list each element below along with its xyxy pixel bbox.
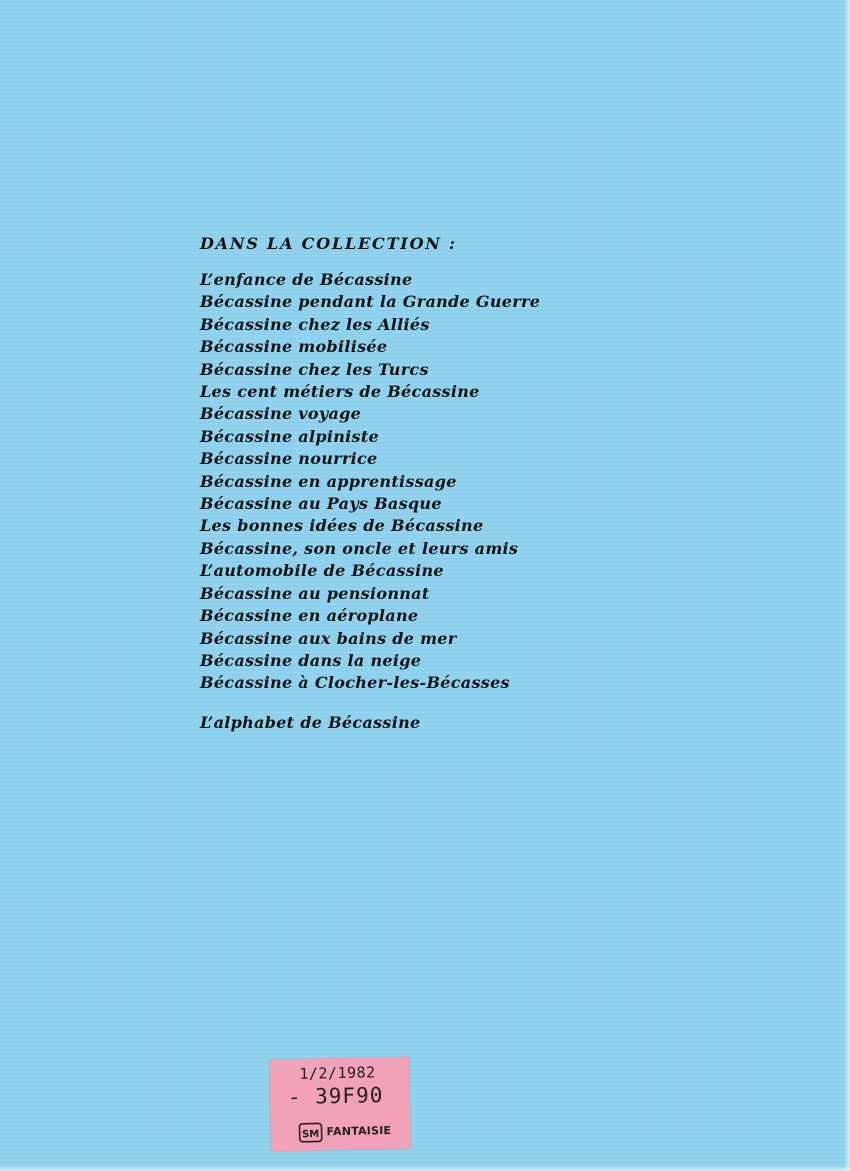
book-title: Les cent métiers de Bécassine (200, 382, 480, 402)
book-title: Bécassine à Clocher-les-Bécasses (200, 673, 510, 693)
price-sticker (269, 1057, 411, 1152)
cover-edge-bottom (0, 1165, 850, 1171)
book-title: L’automobile de Bécassine (200, 561, 444, 581)
store-logo-icon (298, 1122, 322, 1142)
book-title: Bécassine aux bains de mer (200, 628, 457, 648)
book-title: Bécassine mobilisée (200, 337, 388, 357)
book-title: Bécassine au Pays Basque (200, 494, 442, 514)
book-title: L’enfance de Bécassine (200, 270, 413, 289)
collection-heading: DANS LA COLLECTION : (200, 234, 457, 253)
cover-edge-right (844, 0, 850, 1171)
book-title: Bécassine pendant la Grande Guerre (200, 292, 541, 312)
book-title: Les bonnes idées de Bécassine (200, 516, 484, 536)
title-list (200, 269, 760, 695)
book-title: Bécassine alpiniste (200, 426, 379, 446)
store-logo-text: SM (301, 1128, 320, 1141)
book-title: Bécassine chez les Alliés (200, 314, 430, 334)
sticker-brand: FANTAISIE (326, 1123, 392, 1139)
book-title: Bécassine chez les Turcs (200, 359, 429, 379)
sticker-date: 1/2/1982 (299, 1063, 376, 1083)
book-title: Bécassine, son oncle et leurs amis (200, 538, 519, 558)
book-title: Bécassine en aéroplane (200, 606, 419, 626)
book-title: Bécassine au pensionnat (200, 583, 430, 603)
alphabet-title: L’alphabet de Bécassine (200, 712, 421, 732)
book-title: Bécassine en apprentissage (200, 471, 457, 491)
book-title: Bécassine dans la neige (200, 650, 422, 670)
sticker-price: - 39F90 (287, 1083, 384, 1110)
collection-list (200, 233, 760, 734)
book-title: Bécassine voyage (200, 404, 362, 424)
book-title: Bécassine nourrice (200, 449, 378, 469)
